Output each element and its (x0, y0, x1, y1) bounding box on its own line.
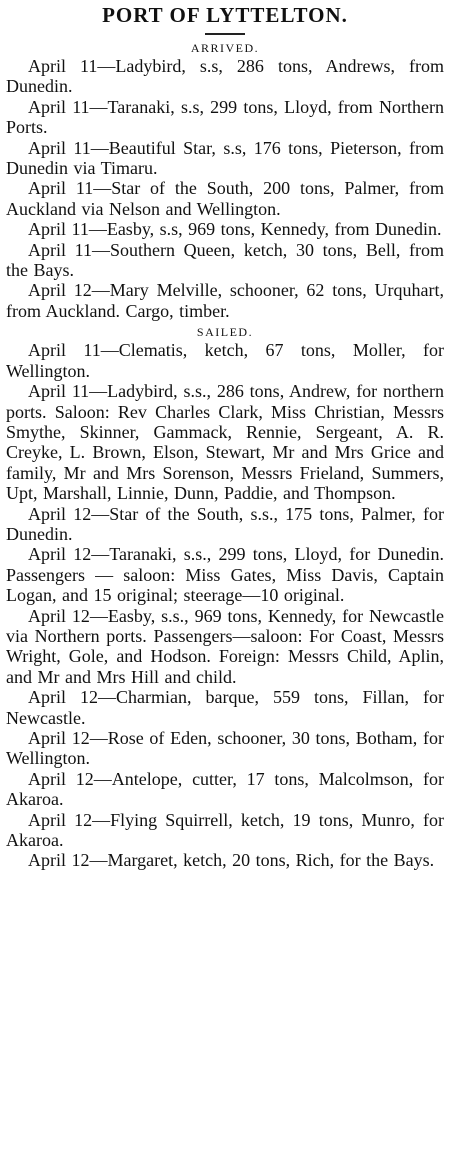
sailed-heading: SAILED. (196, 325, 254, 340)
departure-entry: April 12—Rose of Eden, schooner, 30 tons, Botham, for Wellington. (6, 728, 444, 769)
column-title: PORT OF LYTTELTON. (102, 3, 348, 27)
departure-entry: April 12—Easby, s.s., 969 tons, Kennedy, for Newcastle via Northern ports. Passengers—saloon: For Coast, Messrs Wright, Gole, and Hodson. Foreign: Messrs Child, Aplin, and Mr and Mrs Hill and child. (6, 605, 444, 687)
arrival-entry: April 11—Ladybird, s.s, 286 tons, Andrews, from Dunedin. (6, 56, 444, 97)
arrival-entry: April 11—Beautiful Star, s.s, 176 tons, Pieterson, from Dunedin via Timaru. (6, 137, 444, 179)
departure-entry: April 12—Antelope, cutter, 17 tons, Malcolmson, for Akaroa. (6, 768, 444, 810)
arrived-heading: ARRIVED. (190, 41, 260, 55)
departure-entry: April 12—Star of the South, s.s., 175 tons, Palmer, for Dunedin. (6, 503, 444, 544)
arrival-entry: April 12—Mary Melville, schooner, 62 tons, Urquhart, from Auckland. Cargo, timber. (6, 280, 444, 321)
departure-entry: April 11—Ladybird, s.s., 286 tons, Andrew, for northern ports. Saloon: Rev Charles Clark, Miss Christian, Messrs Smythe, Skinner, Gammack, Rennie, Sergeant, A. R. Creyke, L. Brown, Elson, Stewart, Mr and Mrs Grice and family, Mr and Mrs Sorenson, Messrs Frieland, Summers, Upt, Marshall, Linnie, Dunn, Paddie, and Thompson. (6, 381, 444, 504)
departure-entry: April 12—Taranaki, s.s., 299 tons, Lloyd, for Dunedin. Passengers — saloon: Miss Gates, Miss Davis, Captain Logan, and 15 original; steerage—10 original. (6, 544, 444, 606)
arrival-entry: April 11—Easby, s.s, 969 tons, Kennedy, from Dunedin. (28, 219, 442, 240)
arrival-entry: April 11—Star of the South, 200 tons, Palmer, from Auckland via Nelson and Wellington. (6, 178, 444, 219)
departure-entry: April 12—Margaret, ketch, 20 tons, Rich, for the Bays. (28, 850, 435, 871)
arrival-entry: April 11—Taranaki, s.s, 299 tons, Lloyd, from Northern Ports. (6, 96, 444, 138)
departure-entry: April 12—Flying Squirrell, ketch, 19 tons, Munro, for Akaroa. (6, 809, 444, 851)
title-rule (205, 33, 245, 35)
departure-entry: April 11—Clematis, ketch, 67 tons, Moller, for Wellington. (6, 340, 444, 381)
arrival-entry: April 11—Southern Queen, ketch, 30 tons, Bell, from the Bays. (6, 239, 444, 281)
departure-entry: April 12—Charmian, barque, 559 tons, Fillan, for Newcastle. (6, 687, 444, 728)
